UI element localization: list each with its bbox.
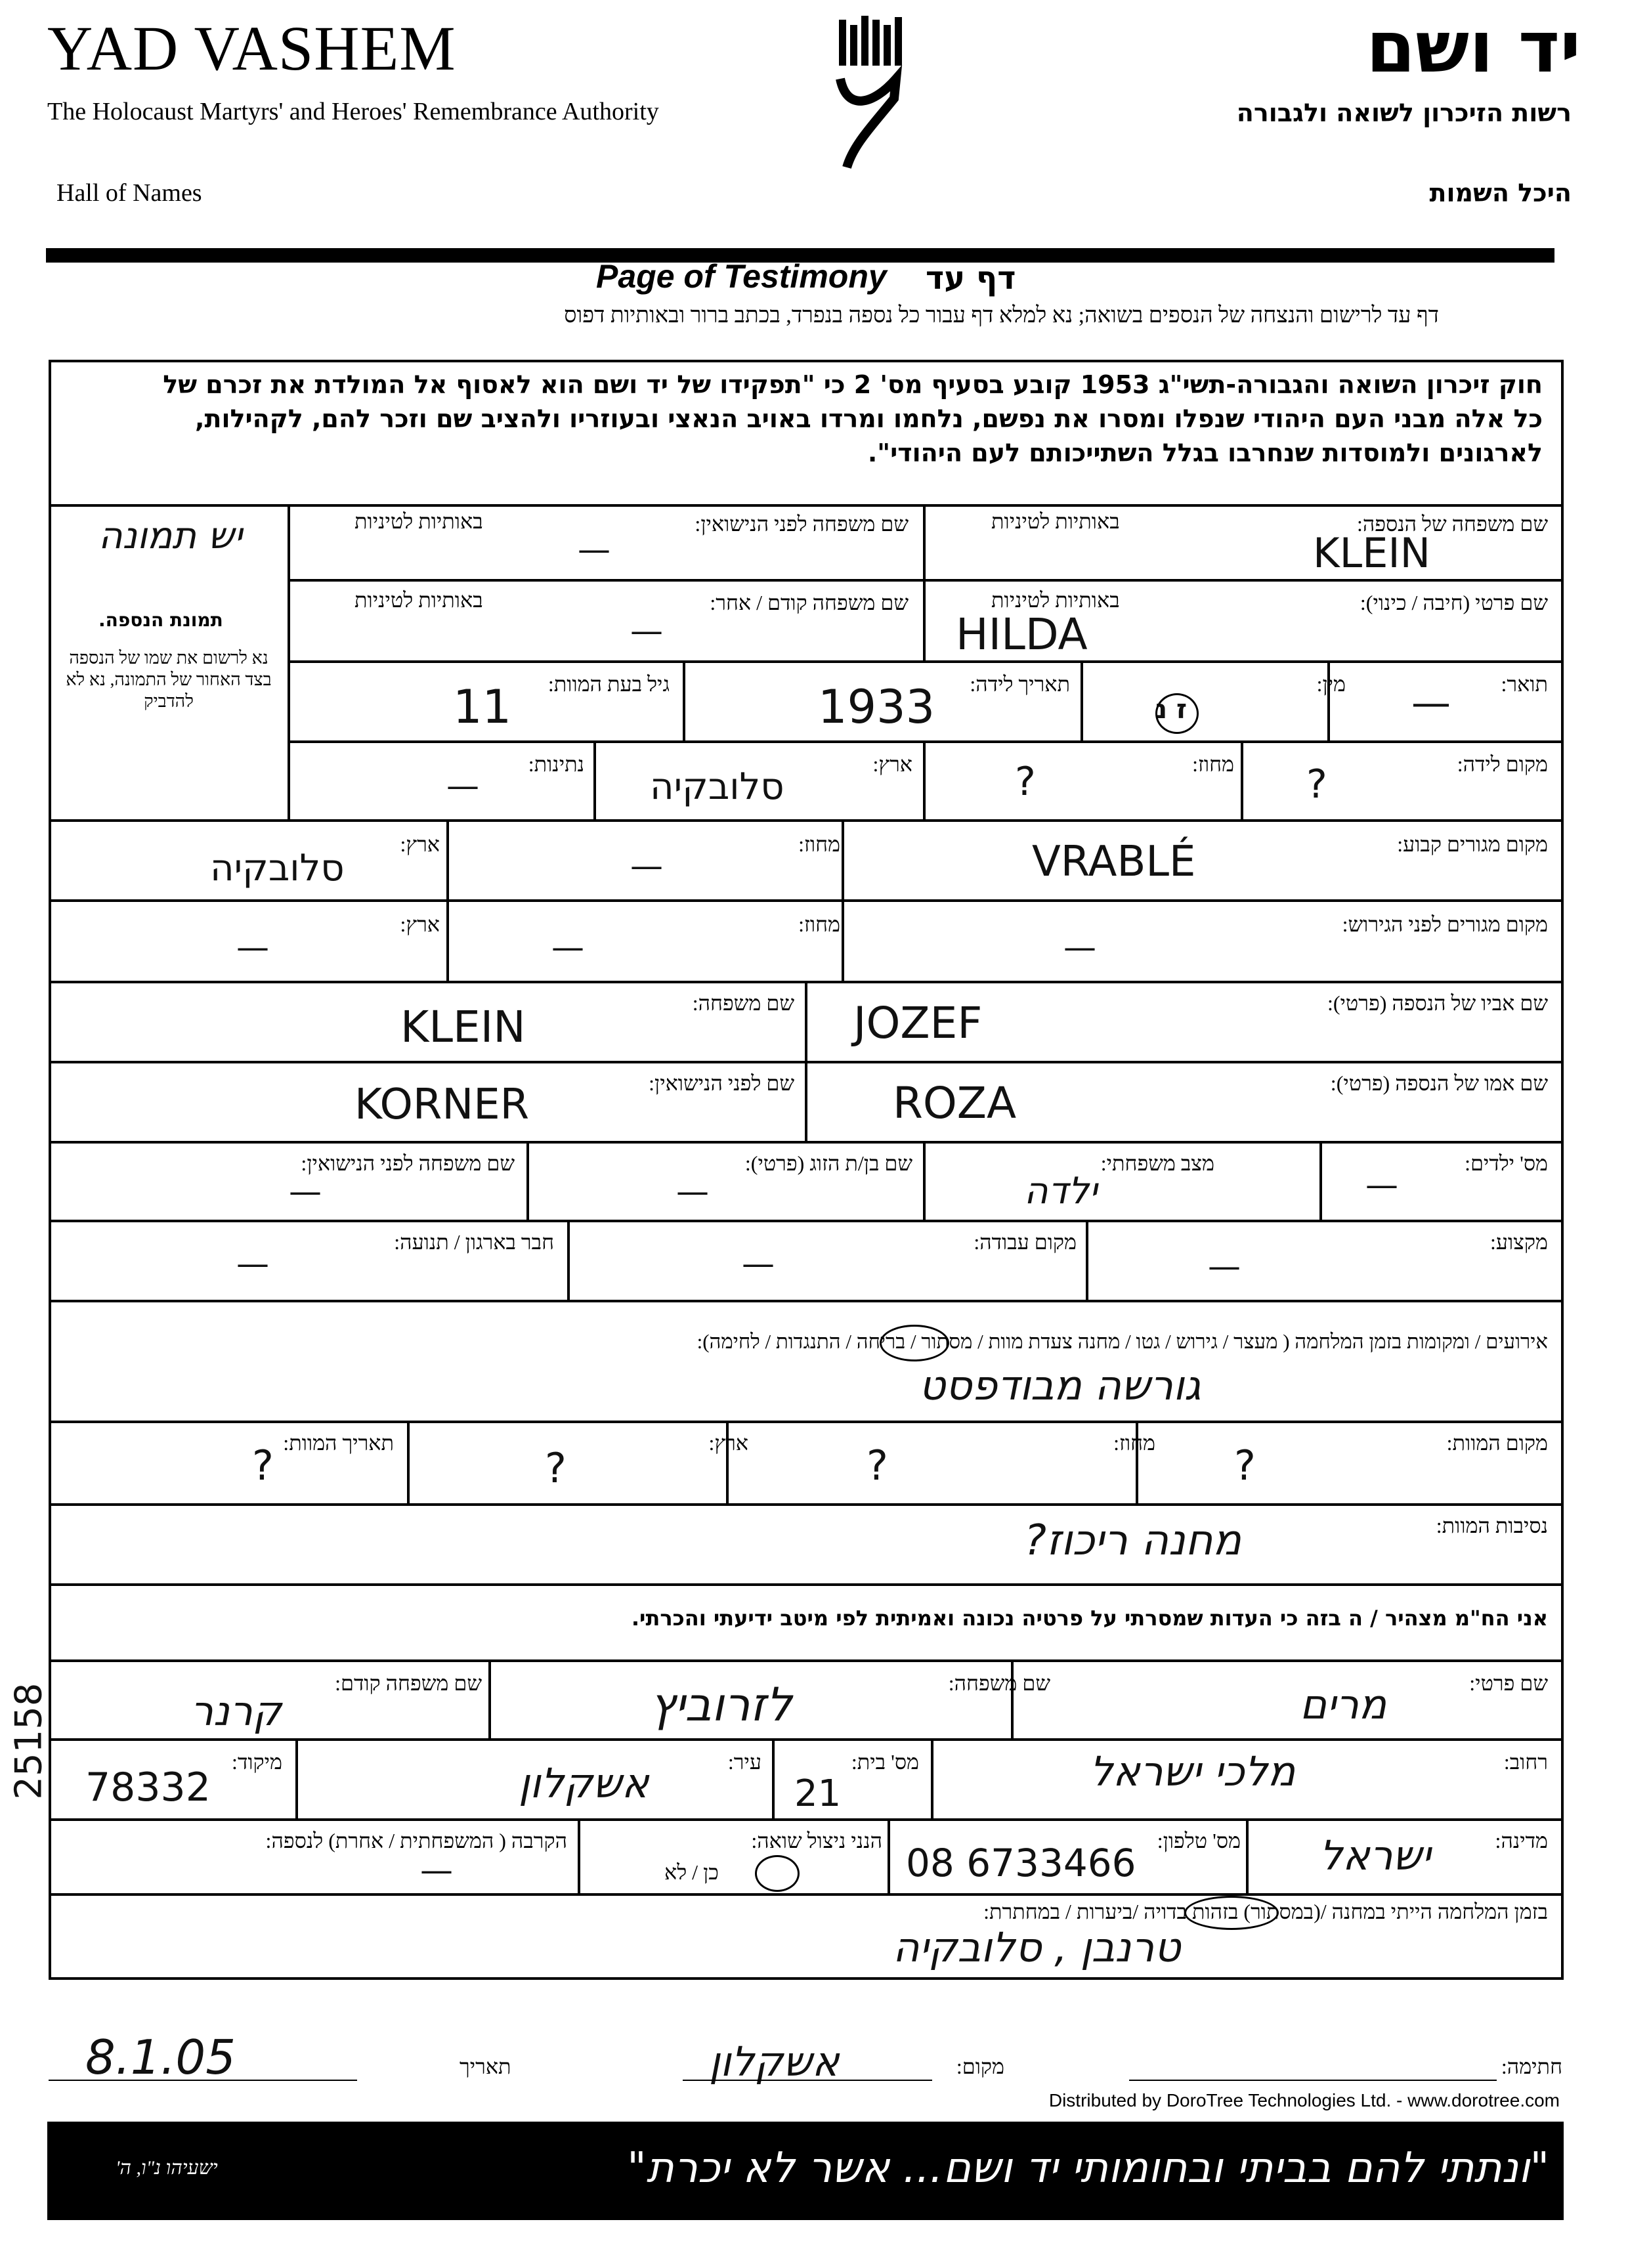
label-member-org: חבר בארגון / תנועה: (394, 1230, 554, 1254)
value-marital-status[interactable]: ילדה (1024, 1170, 1098, 1212)
value-country[interactable]: ישראל (1319, 1831, 1431, 1879)
events-circle-deportation (880, 1325, 949, 1361)
value-pre-place[interactable]: — (1063, 928, 1096, 966)
col-divider (567, 1220, 570, 1300)
label-perm-residence: מקום מגורים קבוע: (1397, 832, 1548, 856)
label-perm-district: מחוז: (798, 832, 840, 856)
label-latin-3: באותיות לטיניות (991, 588, 1120, 612)
label-birthplace: מקום לידה: (1457, 752, 1548, 776)
label-prev-name: שם משפחה קודם / אחר: (710, 591, 909, 614)
value-nationality[interactable]: — (446, 767, 479, 805)
margin-number: 25158 (7, 1682, 51, 1800)
value-birth-place[interactable]: ? (1306, 761, 1327, 807)
instructions: דף עד לרישום והנצחה של הנספים בשואה; נא למלא דף עבור כל נספה בנפרד, בכתב ברור ובאותיות דפוס (564, 303, 1439, 328)
survivor-options: כן / לא (664, 1860, 719, 1884)
label-pre-district: מחוז: (798, 912, 840, 936)
col-divider (683, 660, 685, 740)
value-phone[interactable]: 08 6733466 (906, 1841, 1136, 1885)
value-pre-country[interactable]: — (236, 928, 269, 966)
value-zip[interactable]: 78332 (85, 1765, 211, 1810)
label-latin-2: באותיות לטיניות (354, 509, 483, 533)
label-birth-district: מחוז: (1192, 752, 1234, 776)
label-sub-prev: שם משפחה קודם: (335, 1671, 482, 1695)
label-war-status: בזמן המלחמה הייתי במחנה /(במסתור) בזהות בדויה /ביערות / במחתרת: (983, 1900, 1548, 1923)
label-survivor: הנני ניצול שואה: (751, 1829, 882, 1852)
row-line (49, 1421, 1564, 1423)
value-events[interactable]: גורשה מבודפסט (919, 1361, 1201, 1409)
hall-of-names-he: היכל השמות (1429, 179, 1572, 207)
label-relation: הקרבה ( המשפחתית / אחרת) לנספה: (265, 1829, 567, 1852)
value-perm-district[interactable]: — (630, 847, 663, 885)
label-maiden: שם משפחה לפני הנישואין: (695, 512, 909, 536)
value-spouse-maiden[interactable]: — (289, 1172, 322, 1210)
page-title-he: דף עד (926, 260, 1016, 297)
row-line (49, 819, 1564, 822)
value-surname[interactable]: KLEIN (1313, 529, 1431, 577)
distributed-by: Distributed by DoroTree Technologies Ltd. - www.dorotree.com (1048, 2090, 1560, 2110)
label-date: תאריך (460, 2055, 511, 2078)
org-subtitle-he: רשות הזיכרון לשואה ולגבורה (1236, 98, 1572, 127)
row-line (49, 1818, 1564, 1821)
label-zip: מיקוד: (232, 1750, 282, 1774)
org-subtitle-en: The Holocaust Martyrs' and Heroes' Remembrance Authority (47, 98, 659, 125)
col-divider (923, 1141, 926, 1220)
law-line-3: לארגונים ולמוסדות שנחרבו בגלל השתייכותם לעם היהודי". (867, 439, 1543, 467)
label-spouse-name: שם בן/ת הזוג (פרטי): (744, 1151, 912, 1175)
value-death-district[interactable]: ? (867, 1442, 888, 1489)
label-perm-country: ארץ: (400, 832, 440, 856)
value-title[interactable]: — (1411, 680, 1451, 726)
col-divider (1246, 1818, 1249, 1893)
value-death-country[interactable]: ? (545, 1444, 567, 1492)
survivor-circle (755, 1855, 800, 1892)
value-death-circ[interactable]: מחנה ריכוז? (1024, 1516, 1241, 1565)
value-first-name[interactable]: HILDA (956, 609, 1088, 660)
label-gender: מין: (1316, 672, 1346, 696)
row-line (49, 1300, 1564, 1302)
photo-note: יש תמונה (98, 515, 243, 557)
gender-circle (1155, 693, 1199, 734)
label-latin-1: באותיות לטיניות (991, 509, 1120, 533)
col-divider (805, 981, 807, 1141)
label-father-surname: שם משפחה: (692, 991, 794, 1015)
col-divider (772, 1738, 775, 1818)
label-house-no: מס' בית: (851, 1750, 919, 1774)
col-divider (578, 1818, 580, 1893)
value-workplace[interactable]: — (742, 1245, 775, 1283)
col-divider (593, 740, 596, 819)
value-birth-country[interactable]: סלובקיה (650, 765, 784, 808)
value-age-death[interactable]: 11 (453, 680, 512, 734)
label-city: עיר: (727, 1750, 761, 1774)
row-line (289, 660, 1564, 663)
value-death-place[interactable]: ? (1234, 1442, 1256, 1489)
value-father-first[interactable]: JOZEF (853, 998, 983, 1048)
row-line (49, 1893, 1564, 1896)
value-mother-maiden[interactable]: KORNER (354, 1081, 530, 1129)
label-death-date: תאריך המוות: (283, 1431, 394, 1455)
row-line (49, 1141, 1564, 1144)
label-birth-country: ארץ: (872, 752, 912, 776)
col-divider (446, 819, 449, 981)
label-death-country: ארץ: (708, 1431, 748, 1455)
label-street: רחוב: (1503, 1750, 1548, 1774)
label-death-district: מחוז: (1113, 1431, 1155, 1455)
label-events: אירועים / ומקומות בזמן המלחמה ( מעצר / גירוש / גטו / מחנה צעדת מוות / מסתור / בריחה / התנגדות / לחימה): (696, 1330, 1548, 1353)
col-divider (488, 1659, 491, 1738)
value-dob[interactable]: 1933 (818, 680, 935, 734)
value-sub-surname[interactable]: לזרוביץ (650, 1678, 792, 1732)
value-mother-first[interactable]: ROZA (893, 1078, 1017, 1128)
value-death-date[interactable]: ? (252, 1442, 274, 1489)
label-num-children: מס' ילדים: (1465, 1151, 1548, 1175)
value-gender[interactable]: ז נ (1155, 695, 1188, 725)
signature-line[interactable] (1129, 2080, 1497, 2081)
value-place[interactable]: אשקלון (709, 2038, 840, 2086)
label-surname: שם משפחה של הנספה: (1356, 512, 1548, 536)
value-num-children[interactable]: — (1365, 1166, 1398, 1204)
war-status-circle (1184, 1896, 1279, 1930)
label-first-name: שם פרטי (חיבה / כינוי): (1360, 591, 1548, 614)
photo-title: תמונת הנספה. (98, 609, 223, 631)
value-date[interactable]: 8.1.05 (85, 2030, 236, 2085)
label-sub-surname: שם משפחה: (948, 1671, 1050, 1695)
value-maiden[interactable]: — (578, 530, 610, 568)
row-line (49, 1503, 1564, 1506)
label-signature: חתימה: (1501, 2055, 1562, 2078)
row-line (49, 1220, 1564, 1222)
label-mother: שם אמו של הנספה (פרטי): (1330, 1071, 1548, 1095)
label-age-death: גיל בעת המוות: (547, 672, 670, 696)
value-member-org[interactable]: — (236, 1245, 269, 1283)
value-house-no[interactable]: 21 (794, 1772, 842, 1815)
footer-quote: "ונתתי להם בביתי ובחומותי יד ושם... אשר לא יכרת" (627, 2144, 1549, 2193)
value-perm-place[interactable]: VRABLÉ (1032, 838, 1196, 886)
label-marital-status: מצב משפחתי: (1100, 1151, 1214, 1175)
label-mother-maiden: שם לפני הנישואין: (649, 1071, 794, 1095)
declaration: אני הח"מ מצהיר / ה בזה כי העדות שמסרתי על פרטיה נכונה ואמיתית לפי מיטב ידיעתי והכרתי. (631, 1606, 1548, 1631)
hall-of-names-en: Hall of Names (56, 179, 202, 207)
value-war-place[interactable]: טרנבן , סלובקיה (893, 1923, 1181, 1971)
value-perm-country[interactable]: סלובקיה (210, 847, 345, 889)
footer-source: ישעיהו נ"ו, ה' (116, 2157, 218, 2179)
label-phone: מס' טלפון: (1157, 1829, 1241, 1852)
col-divider (1241, 740, 1243, 819)
org-name-he: יד ושם (1365, 7, 1581, 89)
label-pre-residence: מקום מגורים לפני הגירוש: (1342, 912, 1548, 936)
row-line (289, 740, 1564, 743)
org-name-en: YAD VASHEM (47, 13, 456, 83)
label-workplace: מקום עבודה: (974, 1230, 1077, 1254)
col-divider (923, 504, 926, 660)
value-pre-district[interactable]: — (551, 928, 584, 966)
photo-divider (288, 504, 290, 819)
col-divider (1081, 660, 1083, 740)
row-line (49, 1659, 1564, 1662)
label-place: מקום: (956, 2055, 1004, 2078)
value-sub-first[interactable]: מרים (1300, 1680, 1387, 1728)
value-city[interactable]: אשקלון (519, 1759, 649, 1807)
value-spouse-name[interactable]: — (676, 1172, 709, 1210)
col-divider (931, 1738, 933, 1818)
col-divider (888, 1818, 890, 1893)
label-pre-country: ארץ: (400, 912, 440, 936)
col-divider (1086, 1220, 1088, 1300)
label-death-place: מקום המוות: (1446, 1431, 1548, 1455)
label-nationality: נתינות: (528, 752, 584, 776)
value-sub-prev[interactable]: קרנר (190, 1687, 282, 1735)
label-father: שם אביו של הנספה (פרטי): (1327, 991, 1548, 1015)
label-profession: מקצוע: (1489, 1230, 1548, 1254)
label-dob: תאריך לידה: (970, 672, 1070, 696)
label-sub-first: שם פרטי: (1469, 1671, 1548, 1695)
col-divider (407, 1421, 410, 1503)
value-relation[interactable]: — (420, 1851, 453, 1889)
date-line (49, 2080, 357, 2081)
value-street[interactable]: מלכי ישראל (1090, 1747, 1296, 1795)
value-profession[interactable]: — (1208, 1247, 1241, 1285)
label-latin-4: באותיות לטיניות (354, 588, 483, 612)
row-line (289, 579, 1564, 582)
law-line-2: כל אלה מבני העם היהודי שנפלו ומסרו את נפשם, נלחמו ומרדו באויב הנאצי ובעוזריו ולהציב שם וזכר להם, לקהילות, (195, 404, 1543, 433)
col-divider (923, 740, 926, 819)
label-death-circ: נסיבות המוות: (1436, 1514, 1548, 1537)
value-prev-name[interactable]: — (630, 612, 663, 650)
place-line (683, 2080, 932, 2081)
law-line-1: חוק זיכרון השואה והגבורה-תשי"ג 1953 קובע בסעיף מס' 2 כי "תפקידו של יד ושם הוא לאסוף אל המולדת את זכרם של (163, 370, 1543, 399)
page-title-en: Page of Testimony (596, 258, 887, 295)
row-line (49, 504, 1564, 507)
col-divider (526, 1141, 529, 1220)
col-divider (1319, 1141, 1322, 1220)
photo-instructions: נא לרשום את שמו של הנספה בצד האחור של התמונה, נא לא להדביק (66, 648, 272, 711)
value-birth-district[interactable]: ? (1015, 759, 1036, 805)
col-divider (295, 1738, 298, 1818)
row-line (49, 1738, 1564, 1741)
menorah-logo-icon (834, 13, 906, 171)
label-spouse-maiden: שם משפחה לפני הנישואין: (301, 1151, 515, 1175)
law-text (85, 368, 1543, 470)
row-line (49, 1583, 1564, 1586)
value-father-surname[interactable]: KLEIN (400, 1002, 526, 1052)
row-line (49, 899, 1564, 902)
label-title: תואר: (1501, 672, 1548, 696)
label-country2: מדינה: (1495, 1829, 1548, 1852)
col-divider (842, 819, 844, 981)
